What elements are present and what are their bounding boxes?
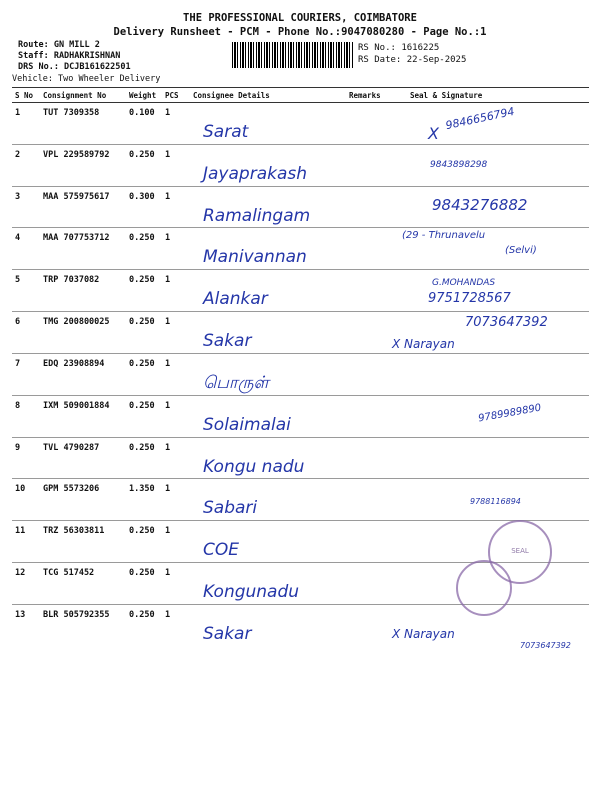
cell-weight: 0.300 [126, 186, 162, 228]
cell-sno: 9 [12, 437, 40, 479]
cell-weight: 0.250 [126, 437, 162, 479]
cell-consignment: EDQ 23908894 [40, 353, 126, 395]
cell-sno: 8 [12, 395, 40, 437]
col-weight: Weight [126, 88, 162, 103]
cell-remarks [346, 270, 407, 312]
table-row [12, 604, 589, 646]
cell-sno: 2 [12, 144, 40, 186]
signature-5b: 9751728567 [428, 291, 511, 306]
cell-weight: 0.250 [126, 353, 162, 395]
signature-4b: (Selvi) [505, 245, 537, 256]
rs-date: RS Date: 22-Sep-2025 [358, 55, 467, 65]
vehicle-label: Vehicle: Two Wheeler Delivery [12, 74, 161, 84]
signature-10: 9788116894 [470, 497, 521, 506]
signature-1: 9846656794 [444, 104, 516, 133]
col-signature: Seal & Signature [407, 88, 589, 103]
cell-consignment: TRP 7037082 [40, 270, 126, 312]
consignee-handwritten-name: COE [203, 540, 239, 561]
cell-consignee [190, 144, 346, 186]
cell-consignee [190, 395, 346, 437]
signature-4: (29 - Thrunavelu [402, 230, 486, 241]
cell-pcs: 1 [162, 103, 190, 145]
cell-pcs: 1 [162, 353, 190, 395]
cell-remarks [346, 437, 407, 479]
signature-13b: 7073647392 [520, 641, 571, 650]
cell-weight: 0.250 [126, 144, 162, 186]
signature-mark-1: X [428, 124, 439, 143]
cell-consignment: IXM 509001884 [40, 395, 126, 437]
rs-number: RS No.: 1616225 [358, 43, 440, 53]
cell-consignee [190, 103, 346, 145]
cell-weight: 0.250 [126, 604, 162, 646]
cell-remarks [346, 186, 407, 228]
cell-sno: 1 [12, 103, 40, 145]
signature-5: G.MOHANDAS [432, 278, 496, 288]
cell-sno: 6 [12, 311, 40, 353]
cell-consignment: VPL 229589792 [40, 144, 126, 186]
cell-consignee [190, 562, 346, 604]
cell-consignment: TVL 4790287 [40, 437, 126, 479]
signature-6a: 7073647392 [465, 315, 548, 330]
cell-weight: 0.250 [126, 270, 162, 312]
company-title: THE PROFESSIONAL COURIERS, COIMBATORE [183, 12, 417, 24]
cell-consignment: MAA 707753712 [40, 228, 126, 270]
cell-consignment: BLR 505792355 [40, 604, 126, 646]
cell-consignee [190, 228, 346, 270]
cell-weight: 1.350 [126, 479, 162, 521]
consignee-handwritten-name: Sakar [203, 330, 252, 351]
cell-pcs: 1 [162, 270, 190, 312]
cell-consignee [190, 604, 346, 646]
cell-pcs: 1 [162, 562, 190, 604]
cell-consignment: TCG 517452 [40, 562, 126, 604]
cell-weight: 0.100 [126, 103, 162, 145]
consignee-handwritten-name: Sabari [203, 498, 258, 519]
cell-remarks [346, 103, 407, 145]
cell-sno: 12 [12, 562, 40, 604]
cell-pcs: 1 [162, 479, 190, 521]
cell-remarks [346, 353, 407, 395]
cell-remarks [346, 521, 407, 563]
cell-weight: 0.250 [126, 311, 162, 353]
consignee-handwritten-name: Kongunadu [203, 581, 300, 602]
cell-weight: 0.250 [126, 521, 162, 563]
cell-pcs: 1 [162, 604, 190, 646]
cell-weight: 0.250 [126, 228, 162, 270]
consignee-handwritten-name: Sakar [203, 623, 252, 644]
col-consignee: Consignee Details [190, 88, 346, 103]
consignee-handwritten-name: பொருள் [203, 372, 269, 393]
cell-consignment: GPM 5573206 [40, 479, 126, 521]
cell-sno: 10 [12, 479, 40, 521]
signature-6: X Narayan [392, 337, 455, 351]
cell-consignment: TUT 7309358 [40, 103, 126, 145]
seal-stamp-2 [456, 560, 512, 616]
cell-pcs: 1 [162, 228, 190, 270]
cell-consignment: TRZ 56303811 [40, 521, 126, 563]
cell-pcs: 1 [162, 311, 190, 353]
cell-signature [407, 437, 589, 479]
cell-weight: 0.250 [126, 395, 162, 437]
signature-8: 9789989890 [477, 402, 543, 425]
cell-consignment: MAA 575975617 [40, 186, 126, 228]
cell-consignee [190, 270, 346, 312]
cell-sno: 3 [12, 186, 40, 228]
cell-signature [407, 353, 589, 395]
table-row [12, 144, 589, 186]
cell-sno: 5 [12, 270, 40, 312]
cell-weight: 0.250 [126, 562, 162, 604]
cell-sno: 4 [12, 228, 40, 270]
consignee-handwritten-name: Manivannan [203, 247, 307, 268]
cell-remarks [346, 144, 407, 186]
cell-sno: 13 [12, 604, 40, 646]
signature-2: 9843898298 [430, 160, 488, 170]
seal-stamp-text: SEAL [511, 547, 529, 556]
cell-consignment: TMG 200800025 [40, 311, 126, 353]
table-row [12, 353, 589, 395]
cell-pcs: 1 [162, 437, 190, 479]
cell-consignee [190, 479, 346, 521]
barcode [232, 42, 354, 68]
cell-pcs: 1 [162, 521, 190, 563]
route-label: Route: GN MILL 2 [18, 40, 100, 50]
cell-consignee [190, 353, 346, 395]
cell-pcs: 1 [162, 186, 190, 228]
cell-consignee [190, 437, 346, 479]
cell-sno: 7 [12, 353, 40, 395]
cell-pcs: 1 [162, 144, 190, 186]
table-row [12, 437, 589, 479]
cell-sno: 11 [12, 521, 40, 563]
consignee-handwritten-name: Kongu nadu [203, 456, 305, 477]
consignee-handwritten-name: Solaimalai [203, 414, 291, 435]
cell-remarks [346, 228, 407, 270]
cell-pcs: 1 [162, 395, 190, 437]
cell-consignee [190, 311, 346, 353]
table-header-row [12, 88, 589, 103]
consignee-handwritten-name: Sarat [203, 122, 249, 142]
cell-remarks [346, 395, 407, 437]
drs-number: DRS No.: DCJB161622501 [18, 62, 131, 72]
cell-remarks [346, 479, 407, 521]
consignee-handwritten-name: Jayaprakash [203, 163, 308, 184]
col-pcs: PCS [162, 88, 190, 103]
cell-remarks [346, 562, 407, 604]
col-sno: S No [12, 88, 40, 103]
cell-consignee [190, 521, 346, 563]
cell-consignee [190, 186, 346, 228]
signature-3: 9843276882 [432, 196, 528, 214]
signature-13: X Narayan [392, 627, 455, 641]
staff-label: Staff: RADHAKRISHNAN [18, 51, 121, 61]
table-row [12, 228, 589, 270]
col-consignment: Consignment No [40, 88, 126, 103]
consignee-handwritten-name: Alankar [203, 289, 268, 310]
runsheet-subtitle: Delivery Runsheet - PCM - Phone No.:9047080280 - Page No.:1 [113, 26, 487, 38]
consignee-handwritten-name: Ramalingam [203, 205, 311, 226]
col-remarks: Remarks [346, 88, 407, 103]
